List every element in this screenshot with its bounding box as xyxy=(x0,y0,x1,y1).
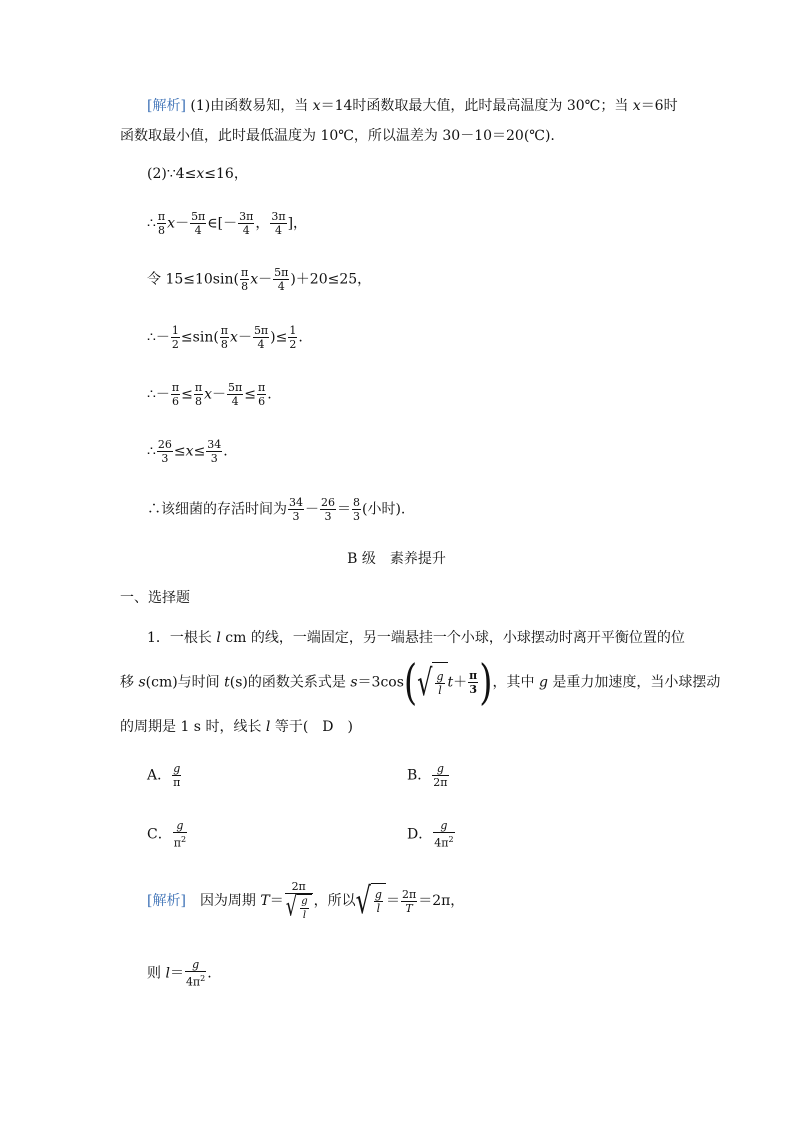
fraction: $\frac{3\pi}{4}$ xyxy=(239,210,254,237)
left-paren: ( xyxy=(403,654,418,711)
option-d[interactable]: D． $\frac{g}{4\pi^2}$ xyxy=(407,819,454,850)
fraction: $\frac{g}{\pi}$ xyxy=(173,762,181,789)
fraction: $\frac{g}{4\pi^2}$ xyxy=(185,958,206,989)
analysis-q1-line2: 则 l＝ $\frac{g}{4\pi^2}$ . xyxy=(147,958,212,989)
fraction: $\frac{34}{3}$ xyxy=(207,438,222,465)
analysis-tag: [解析] xyxy=(147,98,186,114)
question-type: 一、选择题 xyxy=(120,590,190,606)
text: ＝6时 xyxy=(640,98,678,114)
question-1-line1: 1．一根长 l cm 的线，一端固定，另一端悬挂一个小球，小球摆动时离开平衡位置的位 xyxy=(147,630,685,646)
fraction: $\frac{\pi}{3}$ xyxy=(469,669,478,696)
fraction: $\frac{g}{4\pi^2}$ xyxy=(434,819,454,850)
analysis-1-line2 xyxy=(120,126,555,146)
text: 函数取最小值，此时最低温度为 10℃，所以温差为 30－10＝20(℃). xyxy=(120,128,555,144)
var-x: x xyxy=(196,166,205,182)
section-title: B 级 素养提升 xyxy=(347,551,446,567)
analysis-tag: [解析] xyxy=(147,893,186,909)
fraction: $\frac{5\pi}{4}$ xyxy=(274,266,289,293)
fraction: $\frac{1}{2}$ xyxy=(289,324,297,351)
math-line-survival: ∴该细菌的存活时间为 $\frac{34}{3}$ － $\frac{26}{3}$ ＝ $\frac{8}{3}$ (小时). xyxy=(147,496,406,523)
fraction: $\frac{5\pi}{4}$ xyxy=(253,324,269,351)
var-x: x xyxy=(312,98,321,114)
analysis-1-line1 xyxy=(147,96,678,116)
sqrt: √ $\frac{g}{l}$ xyxy=(417,662,447,703)
math-line-ling: 令 15≤10sin( $\frac{\pi}{8}$ x－ $\frac{5\pi}{4}$ )＋20≤25， xyxy=(147,266,372,293)
fraction: 2π √ $\frac{g}{l}$ xyxy=(285,880,313,922)
text: ＝14时函数取最大值，此时最高温度为 30℃；当 xyxy=(320,98,633,114)
math-line-sin-range: ∴－ $\frac{1}{2}$ ≤sin( $\frac{\pi}{8}$ x－ $\frac{5\pi}{4}$ )≤ $\frac{1}{2}$ . xyxy=(147,324,303,351)
text: ∴该细菌的存活时间为 xyxy=(147,501,287,518)
text: (2)∵4≤ xyxy=(147,166,197,182)
fraction: $\frac{\pi}{6}$ xyxy=(171,381,180,408)
question-1-line2: 移 s(cm)与时间 t(s)的函数关系式是 s＝3cos(√ $\frac{g}{l}$ t＋ $\frac{\pi}{3}$ )，其中 g 是重力加速度，当小球摆动 xyxy=(120,654,721,711)
fraction: $\frac{34}{3}$ xyxy=(289,496,303,523)
fraction: $\frac{8}{3}$ xyxy=(353,496,360,523)
text: ≤16， xyxy=(204,166,248,182)
fraction: $\frac{1}{2}$ xyxy=(171,324,179,351)
fraction: $\frac{5\pi}{4}$ xyxy=(191,210,206,237)
analysis-q1-line1: [解析] 因为周期 T＝ 2π √ $\frac{g}{l}$ ，所以√ $\frac{g}{l}$ ＝ $\frac{2\pi}{T}$ ＝2π， xyxy=(147,880,465,923)
right-paren: ) xyxy=(479,654,493,711)
fraction: $\frac{26}{3}$ xyxy=(321,496,335,523)
math-line-x-range: ∴ $\frac{26}{3}$ ≤x≤ $\frac{34}{3}$ . xyxy=(147,438,228,465)
fraction: $\frac{\pi}{8}$ xyxy=(240,266,249,293)
fraction: $\frac{5\pi}{4}$ xyxy=(228,381,243,408)
option-c[interactable]: C． $\frac{g}{\pi^2}$ xyxy=(147,819,187,850)
text: 令 15≤10sin( xyxy=(147,271,239,288)
fraction: $\frac{\pi}{6}$ xyxy=(258,381,266,408)
fraction: $\frac{\pi}{8}$ xyxy=(157,210,166,237)
analysis-2-line1 xyxy=(147,164,248,184)
fraction: $\frac{g}{\pi^2}$ xyxy=(173,819,187,850)
fraction: $\frac{\pi}{8}$ xyxy=(194,381,203,408)
option-b[interactable]: B． $\frac{g}{2\pi}$ xyxy=(407,762,448,789)
var-x: x xyxy=(632,98,641,114)
option-a[interactable]: A． $\frac{g}{\pi}$ xyxy=(147,762,181,789)
fraction: $\frac{2\pi}{T}$ xyxy=(401,887,417,915)
fraction: $\frac{26}{3}$ xyxy=(157,438,172,465)
text: (1)由函数易知，当 xyxy=(190,98,313,114)
math-line-range: ∴ $\frac{\pi}{8}$ x－ $\frac{5\pi}{4}$ ∈[－ $\frac{3\pi}{4}$ ， $\frac{3\pi}{4}$ ]， xyxy=(147,210,308,237)
math-line-angle-range: ∴－ $\frac{\pi}{6}$ ≤ $\frac{\pi}{8}$ x－ $\frac{5\pi}{4}$ ≤ $\frac{\pi}{6}$ . xyxy=(147,381,272,408)
fraction: $\frac{3\pi}{4}$ xyxy=(271,210,286,237)
therefore-symbol: ∴ xyxy=(147,215,156,232)
question-1-line3: 的周期是 1 s 时，线长 l 等于( D ) xyxy=(120,719,353,735)
fraction: $\frac{g}{2\pi}$ xyxy=(433,762,448,789)
fraction: $\frac{\pi}{8}$ xyxy=(220,324,229,351)
